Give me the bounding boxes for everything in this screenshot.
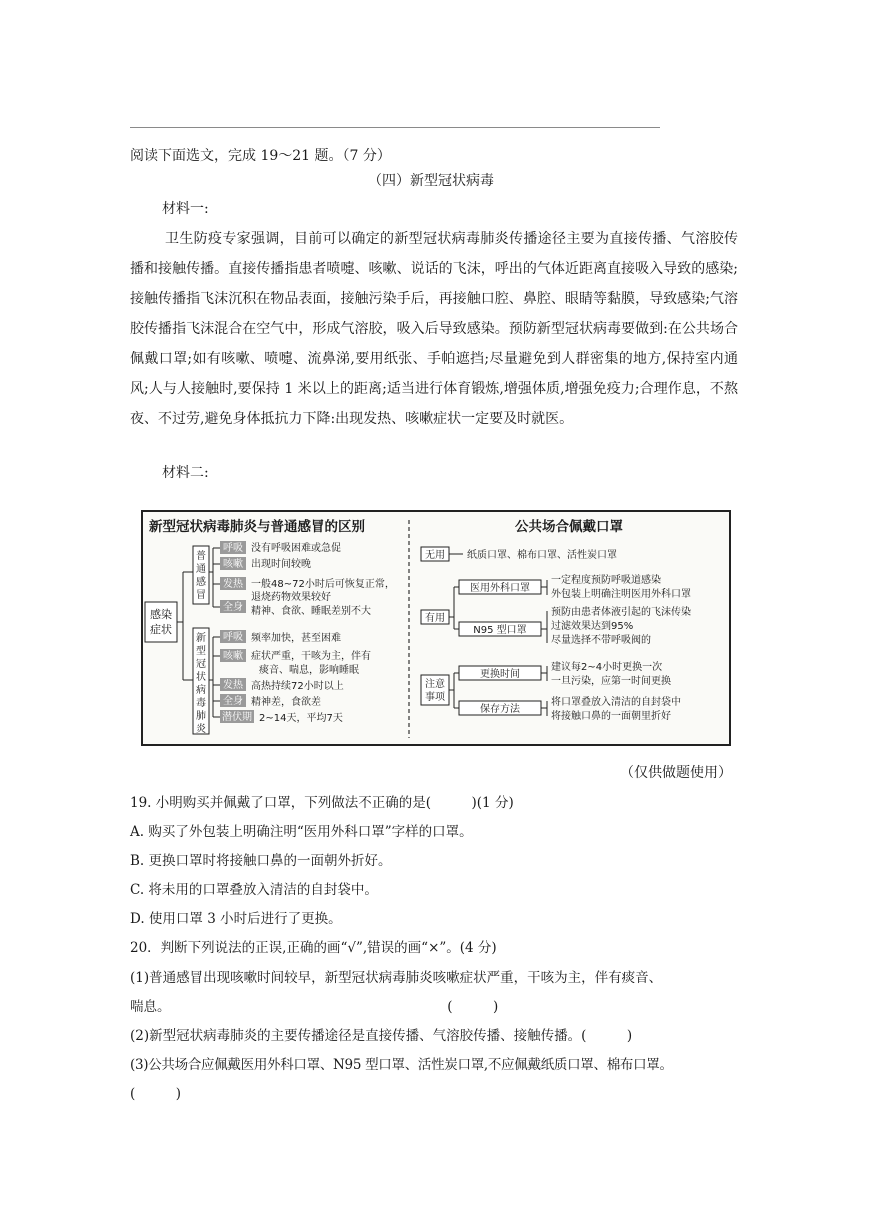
group2-char-7: 肺 — [196, 711, 206, 722]
g1-desc-body: 精神、食欲、睡眠差别不大 — [251, 606, 371, 617]
g1-key-cough: 咳嗽 — [223, 559, 243, 570]
notes-item-store-desc-1: 将口罩叠放入清洁的自封袋中 — [551, 697, 681, 708]
question-19-option-d: D. 使用口罩 3 小时后进行了更换。 — [130, 911, 342, 927]
g2-desc-fever: 高热持续72小时以上 — [251, 681, 344, 692]
useful-item-n95-desc-2: 过滤效果达到95% — [551, 621, 634, 632]
group1-char-4: 冒 — [196, 590, 206, 601]
question-20-item-1-line-1: (1)普通感冒出现咳嗽时间较早，新型冠状病毒肺炎咳嗽症状严重，干咳为主，伴有痰音、 — [130, 970, 663, 986]
group2-char-6: 毒 — [196, 698, 206, 709]
question-19-option-a: A. 购买了外包装上明确注明“医用外科口罩”字样的口罩。 — [130, 824, 473, 840]
reading-instruction: 阅读下面选文，完成 19～21 题。（7 分） — [130, 148, 391, 164]
useful-item-n95-desc-1: 预防由患者体液引起的飞沫传染 — [551, 607, 691, 618]
question-20-stem: 20．判断下列说法的正误,正确的画“√”,错误的画“×”。(4 分) — [130, 940, 497, 956]
g1-desc-fever-1: 一般48~72小时后可恢复正常， — [251, 579, 395, 590]
useful-item-surgical-desc-2: 外包装上明确注明医用外科口罩 — [551, 589, 691, 600]
useful-item-n95-desc-3: 尽量选择不带呼吸阀的 — [551, 635, 651, 646]
g1-desc-cough: 出现时间较晚 — [251, 559, 311, 570]
notes-item-store-desc-2: 将接触口鼻的一面朝里折好 — [551, 711, 671, 722]
material1-paragraph: 卫生防疫专家强调，目前可以确定的新型冠状病毒肺炎传播途径主要为直接传播、气溶胶传播和接触传播。直接传播指患者喷嚏、咳嗽、说话的飞沫，呼出的气体近距离直接吸入导致的感染;接触传播指飞沫沉积在物品表面，接触污染手后，再接触口腔、鼻腔、眼睛等黏膜，导致感染;气溶胶传播指飞沫混合在空气中，形成气溶胶，吸入后导致感染。预防新型冠状病毒要做到:在公共场合佩戴口罩;如有咳嗽、喷嚏、流鼻涕,要用纸张、手帕遮挡;尽量避免到人群密集的地方,保持室内通风;人与人接触时,要保持 1 米以上的距离;适当进行体育锻炼,增强体质,增强免疫力;合理作息，不熬夜、不过劳,避免身体抵抗力下降:出现发热、咳嗽症状一定要及时就医。 — [130, 231, 738, 427]
group2-char-3: 冠 — [196, 659, 206, 670]
question-19-option-c: C. 将未用的口罩叠放入清洁的自封袋中。 — [130, 882, 378, 898]
notes-item-store-name: 保存方法 — [480, 704, 520, 715]
notes-label-line-2: 事项 — [425, 692, 445, 703]
question-20-item-3-line-2: ( ) — [130, 1086, 182, 1102]
g2-key-breath: 呼吸 — [223, 632, 243, 643]
g1-key-breath: 呼吸 — [223, 543, 243, 554]
group1-char-3: 感 — [196, 577, 206, 588]
g1-key-body: 全身 — [223, 602, 243, 613]
notes-item-change-name: 更换时间 — [480, 669, 520, 680]
g2-key-incubation: 潜伏期 — [222, 712, 252, 723]
root-label-line-2: 症状 — [150, 623, 172, 636]
g1-key-fever: 发热 — [223, 579, 243, 590]
group1-char-2: 通 — [196, 564, 206, 575]
notes-item-change-desc-1: 建议每2~4小时更换一次 — [551, 662, 663, 673]
useful-item-surgical-desc-1: 一定程度预防呼吸道感染 — [551, 575, 661, 586]
notes-item-change-desc-2: 一旦污染，应第一时间更换 — [551, 676, 671, 687]
question-20-item-1-line-2: 喘息。 ( ) — [130, 999, 499, 1015]
useless-text: 纸质口罩、棉布口罩、活性炭口罩 — [467, 550, 617, 561]
right-panel-title: 公共场合佩戴口罩 — [515, 519, 623, 535]
question-20-item-3-line-1: (3)公共场合应佩戴医用外科口罩、N95 型口罩、活性炭口罩,不应佩戴纸质口罩、棉布口罩。 — [130, 1057, 673, 1073]
question-20-item-2: (2)新型冠状病毒肺炎的主要传播途径是直接传播、气溶胶传播、接触传播。( ) — [130, 1028, 633, 1044]
g2-desc-breath: 频率加快，甚至困难 — [251, 633, 341, 644]
material2-label: 材料二: — [162, 465, 209, 481]
group2-char-2: 型 — [196, 646, 206, 657]
group2-char-4: 状 — [196, 672, 206, 683]
useful-item-n95-name: N95 型口罩 — [473, 625, 527, 636]
header-rule — [130, 127, 660, 128]
g2-desc-cough-1: 症状严重，干咳为主，伴有 — [251, 651, 371, 662]
g2-key-fever: 发热 — [223, 680, 243, 691]
group2-char-8: 炎 — [196, 724, 206, 735]
g2-desc-body: 精神差，食欲差 — [251, 697, 321, 708]
root-label-line-1: 感染 — [150, 608, 172, 621]
useful-label: 有用 — [425, 613, 445, 624]
section-title: （四）新型冠状病毒 — [368, 173, 494, 189]
g2-key-cough: 咳嗽 — [223, 651, 243, 662]
g2-desc-incubation: 2~14天，平均7天 — [259, 713, 343, 724]
question-19-stem: 19. 小明购买并佩戴了口罩，下列做法不正确的是( )(1 分) — [130, 795, 514, 811]
g1-desc-fever-2: 退烧药物效果较好 — [251, 592, 331, 603]
group1-char-1: 普 — [196, 551, 206, 562]
g1-desc-breath: 没有呼吸困难或急促 — [251, 543, 341, 554]
g2-key-body: 全身 — [223, 696, 243, 707]
figure-caption: （仅供做题使用） — [620, 765, 732, 781]
group2-char-1: 新 — [196, 633, 206, 644]
material1-label: 材料一: — [162, 201, 209, 217]
useless-label: 无用 — [425, 550, 445, 561]
question-19-option-b: B. 更换口罩时将接触口鼻的一面朝外折好。 — [130, 853, 392, 869]
notes-label-line-1: 注意 — [425, 679, 445, 690]
comparison-figure — [141, 510, 731, 746]
useful-item-surgical-name: 医用外科口罩 — [470, 583, 530, 594]
left-panel-title: 新型冠状病毒肺炎与普通感冒的区别 — [149, 519, 365, 535]
g2-desc-cough-2: 痰音、喘息，影响睡眠 — [259, 665, 359, 676]
group2-char-5: 病 — [196, 685, 206, 696]
